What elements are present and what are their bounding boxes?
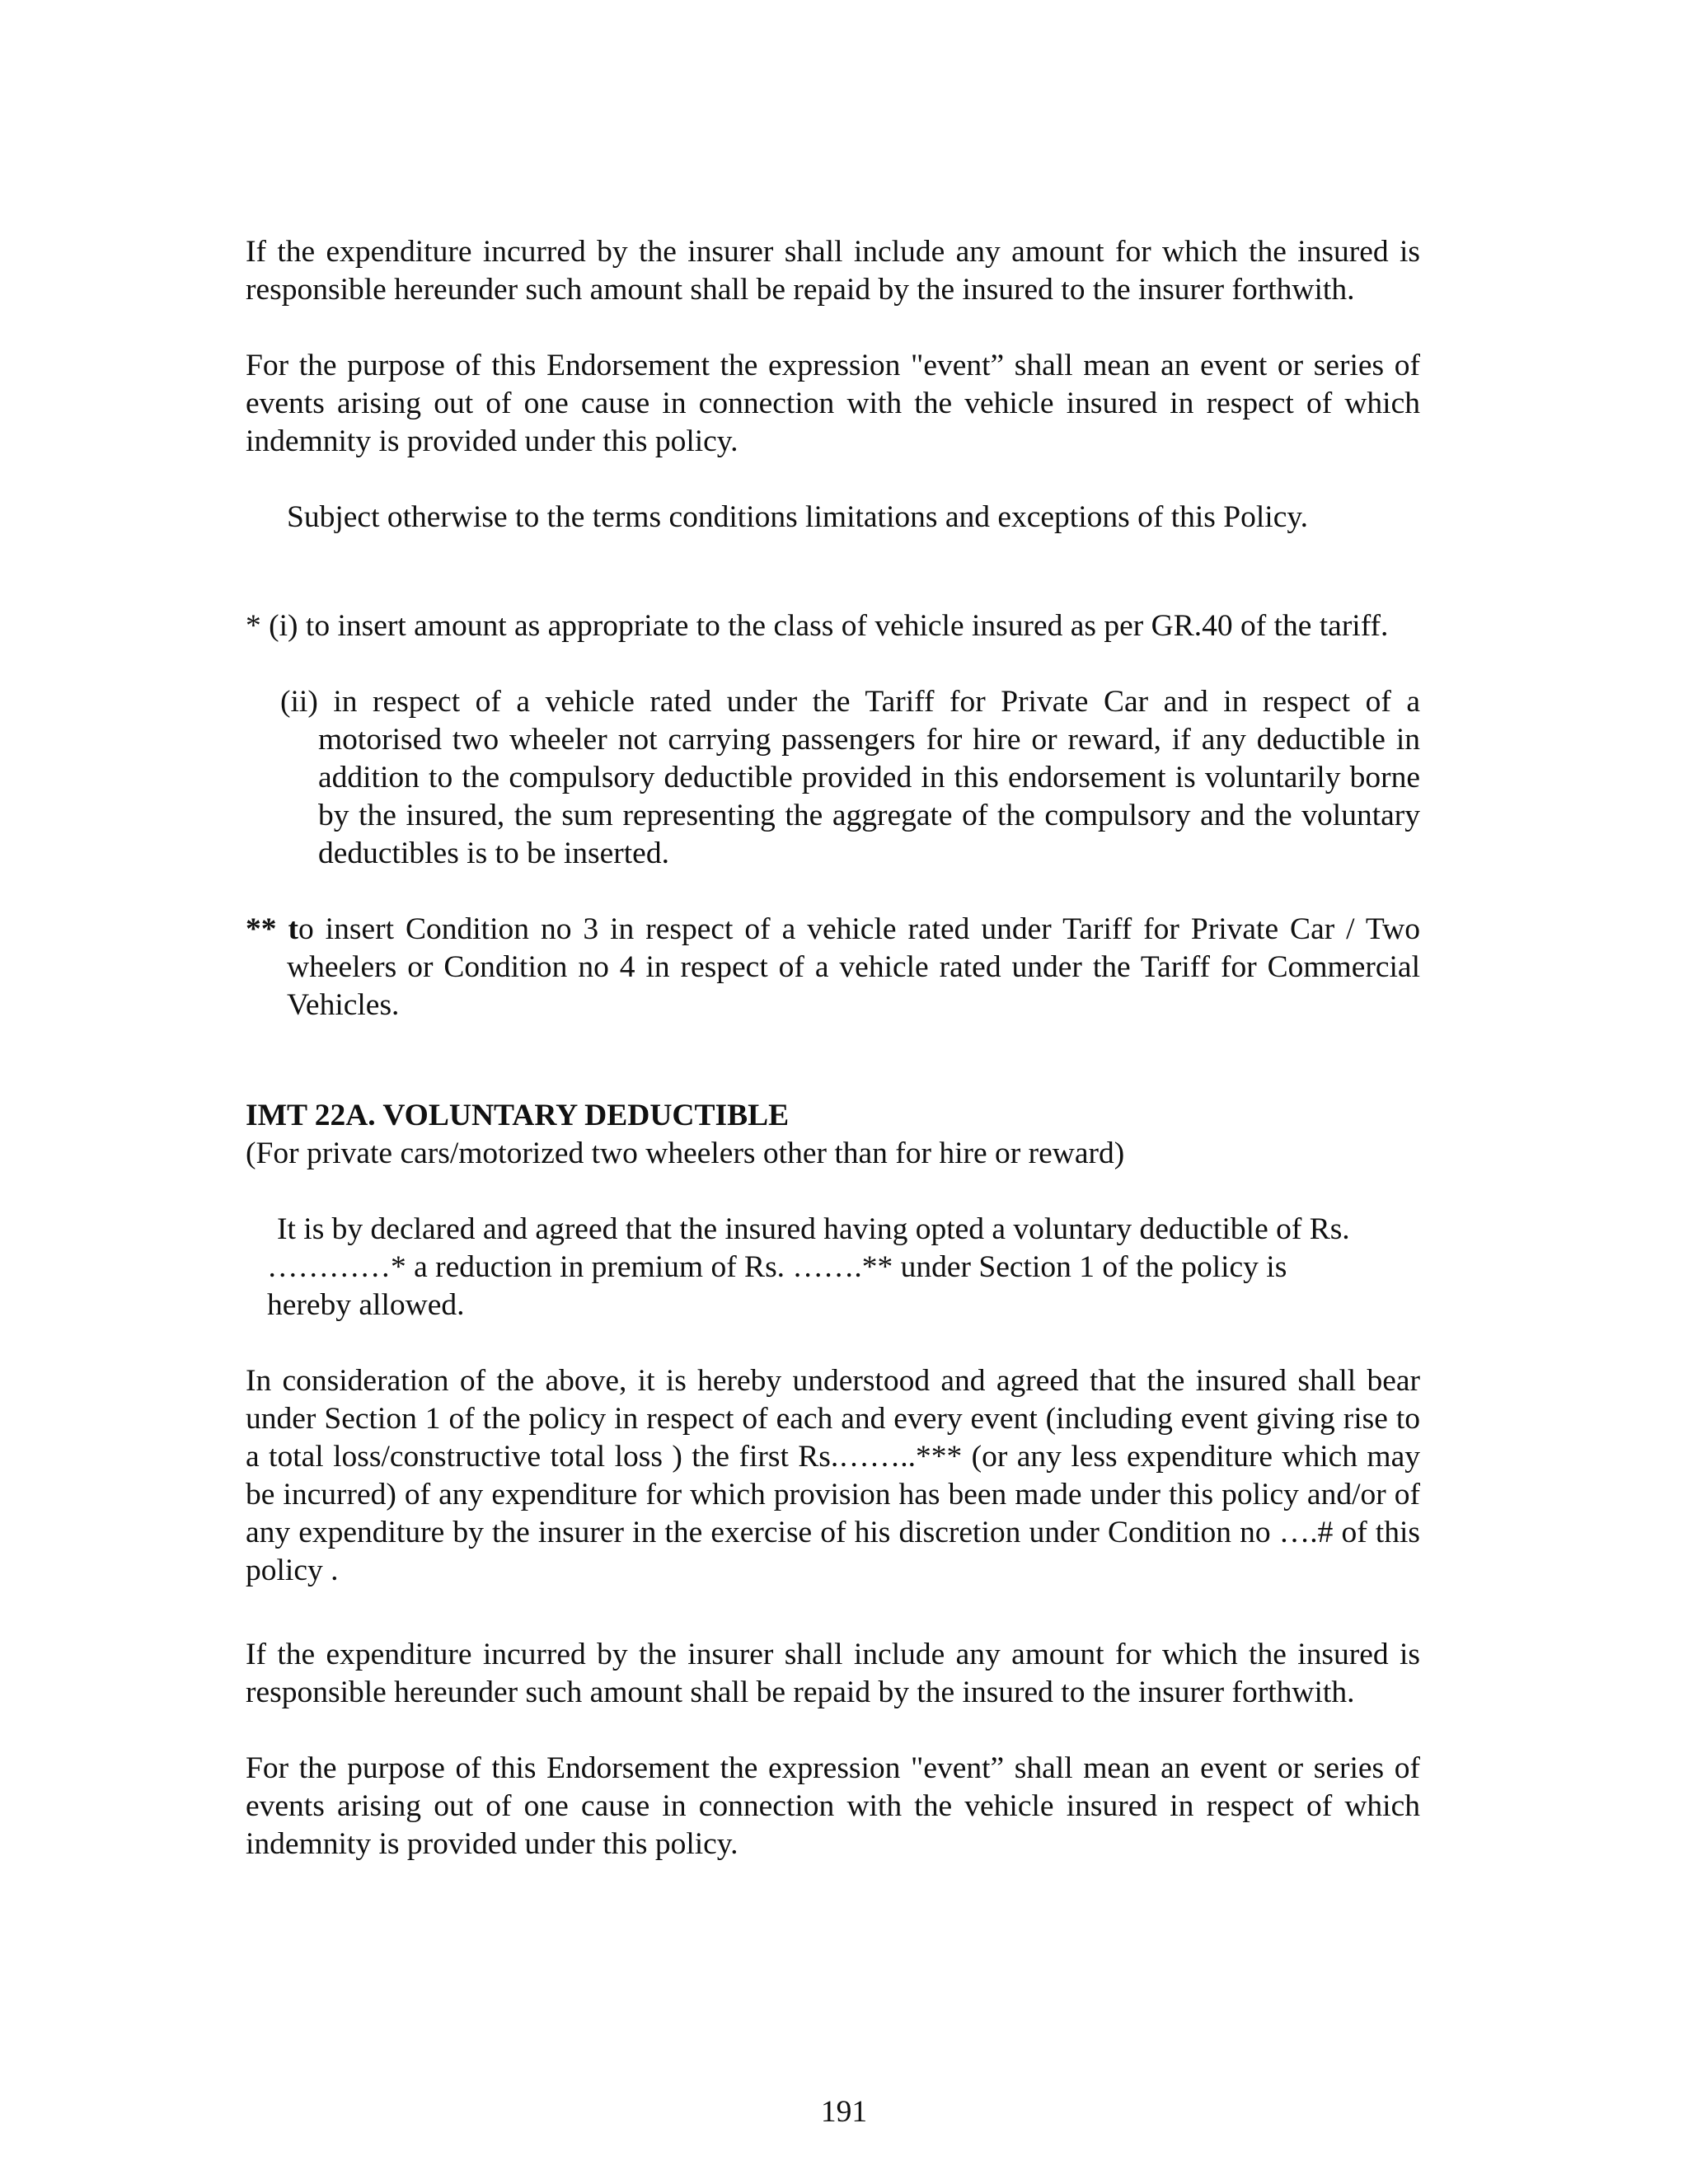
paragraph-expenditure-repaid-2: If the expenditure incurred by the insurer shall include any amount for which the insured is responsible hereunder such amount shall be repaid by the insured to the insurer forthwith. xyxy=(246,1638,1420,1709)
paragraph-event-definition-2: For the purpose of this Endorsement the expression "event” shall mean an event or series of events arising out of one cause in connection with the vehicle insured in respect of which indemnity is provided under this policy. xyxy=(246,1751,1420,1861)
footnote-double-star-text xyxy=(246,911,1420,1024)
document-body xyxy=(246,233,1420,1863)
footnote-i xyxy=(246,607,1420,645)
paragraph-consideration: In consideration of the above, it is hereby understood and agreed that the insured shall bear under Section 1 of the policy in respect of each and every event (including event giving rise to a total loss/constructive total loss ) the first Rs.……..*** (or any less expenditure which may be incurred) of any expenditure for which provision has been made under this policy and/or of any expenditure by the insurer in the exercise of his discretion under Condition no ….# of this policy . xyxy=(246,1364,1420,1587)
footnote-double-star-bold-letter: t xyxy=(288,912,298,946)
paragraph-subject-otherwise: Subject otherwise to the terms conditions limitations and exceptions of this Policy. xyxy=(287,500,1309,534)
footnote-double-star-body: o insert Condition no 3 in respect of a vehicle rated under Tariff for Private Car / Two wheelers or Condition no 4 in respect of a vehicle rated under the Tariff for Commercial Vehicles. xyxy=(287,912,1420,1022)
footnote-double-star xyxy=(246,911,1420,1024)
footnote-ii-text: (ii) in respect of a vehicle rated under the Tariff for Private Car and in respect of a motorised two wheeler not carrying passengers for hire or reward, if any deductible in addition to the compulsory deductible provided in this endorsement is voluntarily borne by the insured, the sum representing the aggregate of the compulsory and the voluntary deductibles is to be inserted. xyxy=(280,685,1420,870)
paragraph-voluntary-deductible-declaration: It is by declared and agreed that the insured having opted a voluntary deductible of Rs. …………* a reduction in premium of Rs. …….** under Section 1 of the policy is hereby allowed. xyxy=(267,1212,1350,1322)
section-heading: IMT 22A. VOLUNTARY DEDUCTIBLE xyxy=(246,1099,790,1132)
footnote-ii xyxy=(246,683,1420,873)
footnote-double-star-marker: ** xyxy=(246,912,288,946)
section-subheading: (For private cars/motorized two wheelers other than for hire or reward) xyxy=(246,1137,1125,1170)
page-number: 191 xyxy=(820,2095,868,2129)
footnote-i-text: * (i) to insert amount as appropriate to the class of vehicle insured as per GR.40 of the tariff. xyxy=(246,609,1389,643)
paragraph-event-definition: For the purpose of this Endorsement the expression "event” shall mean an event or series of events arising out of one cause in connection with the vehicle insured in respect of which indemnity is provided under this policy. xyxy=(246,349,1420,458)
paragraph-expenditure-repaid: If the expenditure incurred by the insurer shall include any amount for which the insured is responsible hereunder such amount shall be repaid by the insured to the insurer forthwith. xyxy=(246,235,1420,307)
